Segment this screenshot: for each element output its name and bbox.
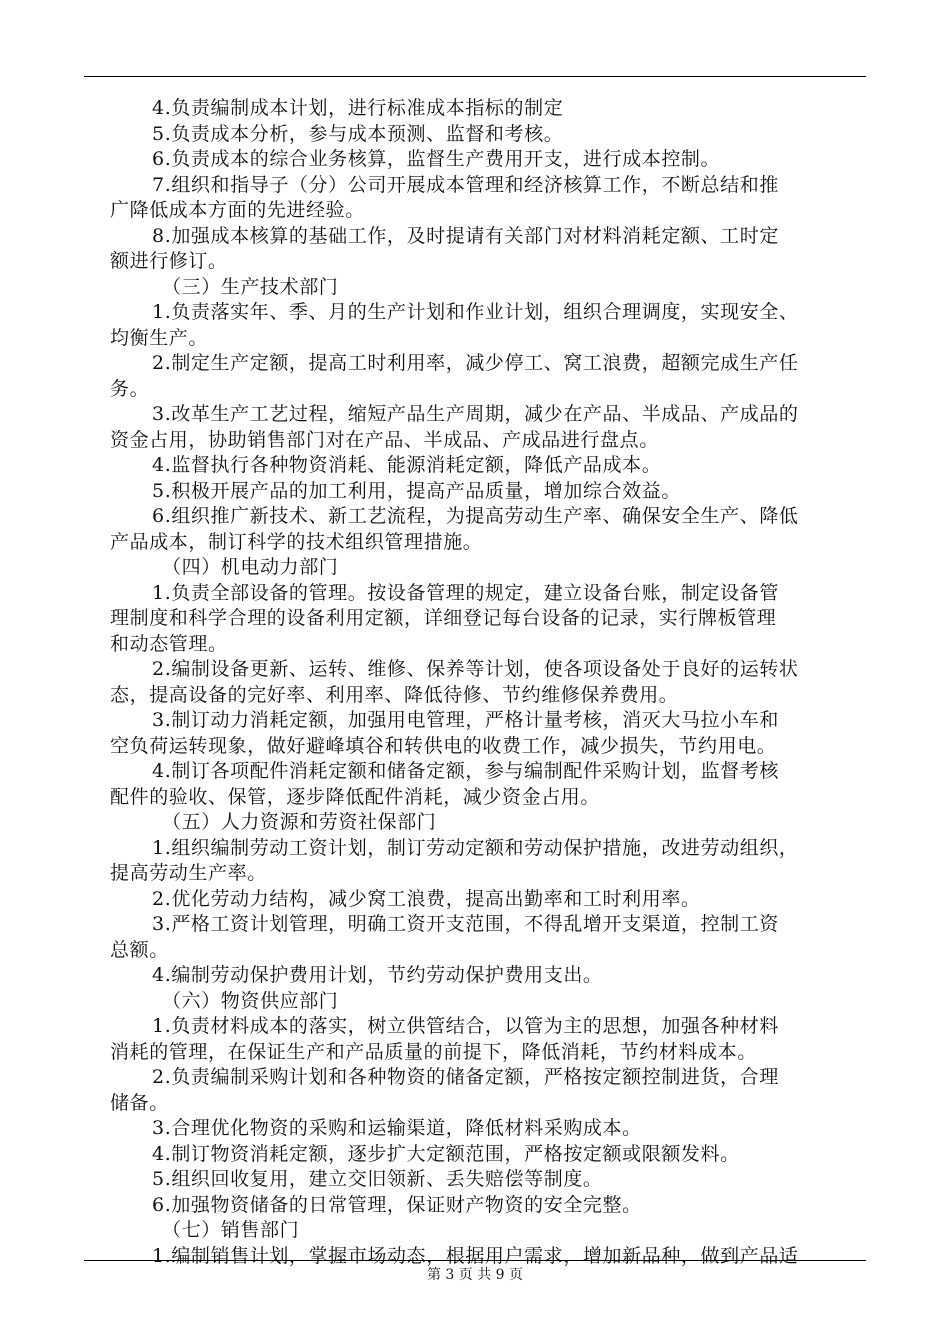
list-item-line: 1.负责材料成本的落实，树立供管结合，以管为主的思想，加强各种材料 bbox=[152, 1015, 779, 1037]
page-number: 第 3 页 共 9 页 bbox=[426, 1267, 524, 1283]
list-item-line: 5.负责成本分析，参与成本预测、监督和考核。 bbox=[152, 122, 564, 145]
paragraph-continuation: 和动态管理。 bbox=[110, 632, 228, 655]
list-item-line: 4.编制劳动保护费用计划，节约劳动保护费用支出。 bbox=[152, 964, 603, 986]
list-item-line: 2.负责编制采购计划和各种物资的储备定额，严格按定额控制进货，合理 bbox=[152, 1066, 779, 1088]
section-heading: （三）生产技术部门 bbox=[162, 275, 339, 298]
list-item-line: 3.改革生产工艺过程，缩短产品生产周期，减少在产品、半成品、产成品的 bbox=[152, 403, 799, 425]
list-item-line: 2.编制设备更新、运转、维修、保养等计划，使各项设备处于良好的运转状 bbox=[152, 658, 799, 680]
list-item-line: 3.制订动力消耗定额，加强用电管理，严格计量考核，消灭大马拉小车和 bbox=[152, 709, 779, 731]
paragraph-continuation: 消耗的管理，在保证生产和产品质量的前提下，降低消耗，节约材料成本。 bbox=[110, 1040, 757, 1063]
paragraph-continuation: 提高劳动生产率。 bbox=[110, 862, 267, 884]
list-item-line: 6.组织推广新技术、新工艺流程，为提高劳动生产率、确保安全生产、降低 bbox=[152, 505, 799, 527]
paragraph-continuation: 资金占用，协助销售部门对在产品、半成品、产成品进行盘点。 bbox=[110, 428, 659, 451]
paragraph-continuation: 均衡生产。 bbox=[110, 326, 209, 349]
paragraph-continuation: 产品成本，制订科学的技术组织管理措施。 bbox=[110, 530, 483, 553]
section-heading: （六）物资供应部门 bbox=[162, 989, 339, 1012]
list-item-line: 6.负责成本的综合业务核算，监督生产费用开支，进行成本控制。 bbox=[152, 148, 721, 170]
list-item-line: 1.编制销售计划，掌握市场动态，根据用户需求，增加新品种，做到产品适 bbox=[152, 1244, 799, 1267]
document-body bbox=[110, 96, 866, 1269]
paragraph-continuation: 额进行修订。 bbox=[110, 250, 228, 272]
list-item-line: 1.组织编制劳动工资计划，制订劳动定额和劳动保护措施，改进劳动组织， bbox=[152, 836, 799, 859]
paragraph-continuation: 配件的验收、保管，逐步降低配件消耗，减少资金占用。 bbox=[110, 785, 601, 808]
list-item-line: 8.加强成本核算的基础工作，及时提请有关部门对材料消耗定额、工时定 bbox=[152, 224, 779, 247]
footer-rule bbox=[84, 1260, 866, 1261]
paragraph-continuation: 务。 bbox=[110, 377, 150, 400]
list-item-line: 7.组织和指导子（分）公司开展成本管理和经济核算工作，不断总结和推 bbox=[152, 173, 779, 196]
list-item-line: 6.加强物资储备的日常管理，保证财产物资的安全完整。 bbox=[152, 1193, 642, 1216]
paragraph-continuation: 态，提高设备的完好率、利用率、降低待修、节约维修保养费用。 bbox=[110, 683, 679, 706]
list-item-line: 5.组织回收复用，建立交旧领新、丢失赔偿等制度。 bbox=[152, 1168, 603, 1190]
list-item-line: 4.制订物资消耗定额，逐步扩大定额范围，严格按定额或限额发料。 bbox=[152, 1142, 740, 1165]
list-item-line: 1.负责全部设备的管理。按设备管理的规定，建立设备台账，制定设备管 bbox=[152, 581, 779, 604]
section-heading: （七）销售部门 bbox=[162, 1219, 300, 1241]
list-item-line: 5.积极开展产品的加工利用，提高产品质量，增加综合效益。 bbox=[152, 479, 681, 502]
list-item-line: 4.制订各项配件消耗定额和储备定额，参与编制配件采购计划，监督考核 bbox=[152, 760, 779, 782]
list-item-line: 4.监督执行各种物资消耗、能源消耗定额，降低产品成本。 bbox=[152, 454, 662, 476]
list-item-line: 1.负责落实年、季、月的生产计划和作业计划，组织合理调度，实现安全、 bbox=[152, 301, 799, 323]
section-heading: （四）机电动力部门 bbox=[162, 556, 339, 578]
list-item-line: 3.严格工资计划管理，明确工资开支范围，不得乱增开支渠道，控制工资 bbox=[152, 913, 779, 935]
paragraph-continuation: 广降低成本方面的先进经验。 bbox=[110, 199, 365, 221]
paragraph-continuation: 储备。 bbox=[110, 1091, 169, 1114]
header-rule bbox=[84, 76, 866, 77]
list-item-line: 4.负责编制成本计划，进行标准成本指标的制定 bbox=[152, 97, 564, 119]
paragraph-continuation: 理制度和科学合理的设备利用定额，详细登记每台设备的记录，实行牌板管理 bbox=[110, 607, 777, 629]
paragraph-continuation: 空负荷运转现象，做好避峰填谷和转供电的收费工作，减少损失，节约用电。 bbox=[110, 734, 777, 757]
paragraph-continuation: 总额。 bbox=[110, 938, 169, 961]
list-item-line: 2.优化劳动力结构，减少窝工浪费，提高出勤率和工时利用率。 bbox=[152, 887, 701, 910]
list-item-line: 2.制定生产定额，提高工时利用率，减少停工、窝工浪费，超额完成生产任 bbox=[152, 352, 799, 374]
section-heading: （五）人力资源和劳资社保部门 bbox=[162, 811, 437, 833]
list-item-line: 3.合理优化物资的采购和运输渠道，降低材料采购成本。 bbox=[152, 1117, 642, 1139]
